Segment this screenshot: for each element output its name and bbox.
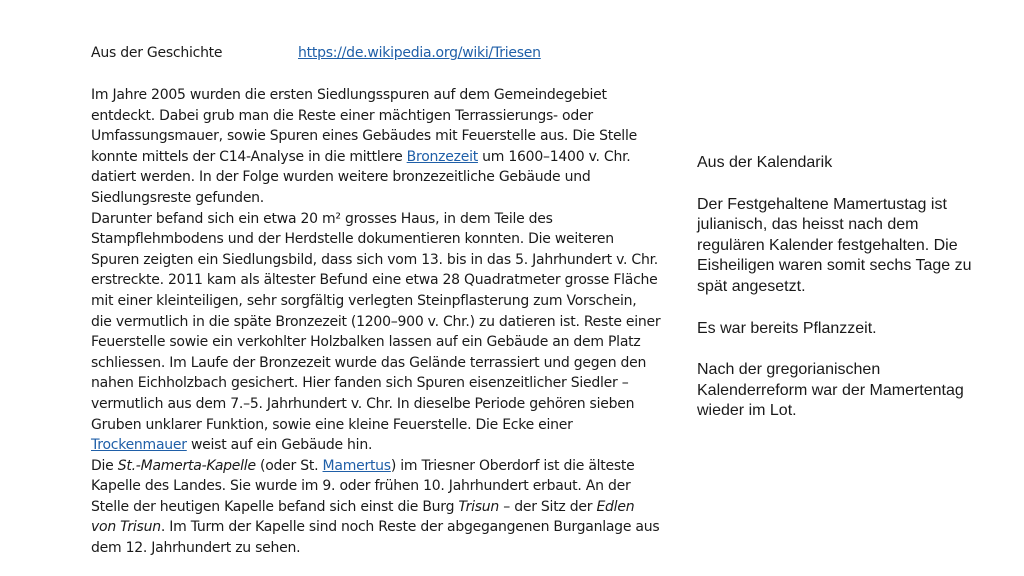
history-text-block bbox=[91, 43, 661, 559]
history-header bbox=[91, 43, 661, 64]
calendar-text-block bbox=[697, 153, 987, 422]
history-heading: Aus der Geschichte bbox=[91, 45, 223, 61]
mamertus-link[interactable]: Mamertus bbox=[322, 457, 391, 474]
calendar-heading: Aus der Kalendarik bbox=[697, 154, 833, 171]
calendar-paragraph-2: Es war bereits Pflanzzeit. bbox=[697, 319, 877, 337]
history-paragraph-2: Darunter befand sich ein etwa 20 m² grosses Haus, in dem Teile des Stampflehmbodens und der Herdstelle dokumentieren konnten. Die weiteren Spuren zeigten ein Siedlungsbild, dass sich vom 13. bis in das 5. Jahrhundert v. Chr. erstreckte. 2011 kam als ältester Befund eine etwa 28 Quadratmeter grosse Fläche mit einer kleinteiligen, sehr sorgfältig verlegten Steinpflasterung zum Vorschein, die vermutlich in die späte Bronzezeit (1200–900 v. Chr.) zu datieren ist. Reste einer Feuerstelle sowie ein verkohlter Holzbalken lassen auf ein Gebäude an dem Platz schliessen. Im Laufe der Bronzezeit wurde das Gelände terrassiert und gegen den nahen Eichholzbach gesichert. Hier fanden sich Spuren eisenzeitlicher Siedler – vermutlich aus dem 7.–5. Jahrhundert v. Chr. In dieselbe Periode gehören sieben Gruben unklarer Funktion, sowie eine kleine Feuerstelle. Die Ecke einer Trockenmauer weist auf ein Gebäude hin. bbox=[91, 210, 661, 454]
calendar-paragraph-3: Nach der gregorianischen Kalenderreform war der Mamertentag wieder im Lot. bbox=[697, 361, 964, 420]
history-paragraph-3: Die St.-Mamerta-Kapelle (oder St. Mamertus) im Triesner Oberdorf ist die älteste Kapelle des Landes. Sie wurde im 9. oder frühen 10. Jahrhundert erbaut. An der Stelle der heutigen Kapelle befand sich einst die Burg Trisun – der Sitz der Edlen von Trisun. Im Turm der Kapelle sind noch Reste der abgegangenen Burganlage aus dem 12. Jahrhundert zu sehen. bbox=[91, 457, 660, 557]
history-paragraph-1: Im Jahre 2005 wurden die ersten Siedlungsspuren auf dem Gemeindegebiet entdeckt. Dabei grub man die Reste einer mächtigen Terrassierungs- oder Umfassungsmauer, sowie Spuren eines Gebäudes mit Feuerstelle aus. Die Stelle konnte mittels der C14-Analyse in die mittlere Bronzezeit um 1600–1400 v. Chr. datiert werden. In der Folge wurden weitere bronzezeitliche Gebäude und Siedlungsreste gefunden. bbox=[91, 87, 637, 206]
bronzezeit-link[interactable]: Bronzezeit bbox=[406, 148, 478, 165]
trockenmauer-link[interactable]: Trockenmauer bbox=[91, 437, 187, 454]
calendar-paragraph-1: Der Festgehaltene Mamertustag ist julianisch, das heisst nach dem regulären Kalender festgehalten. Die Eisheiligen waren somit sechs Tage zu spät angesetzt. bbox=[697, 195, 972, 295]
wikipedia-source-link[interactable]: https://de.wikipedia.org/wiki/Triesen bbox=[298, 45, 541, 61]
